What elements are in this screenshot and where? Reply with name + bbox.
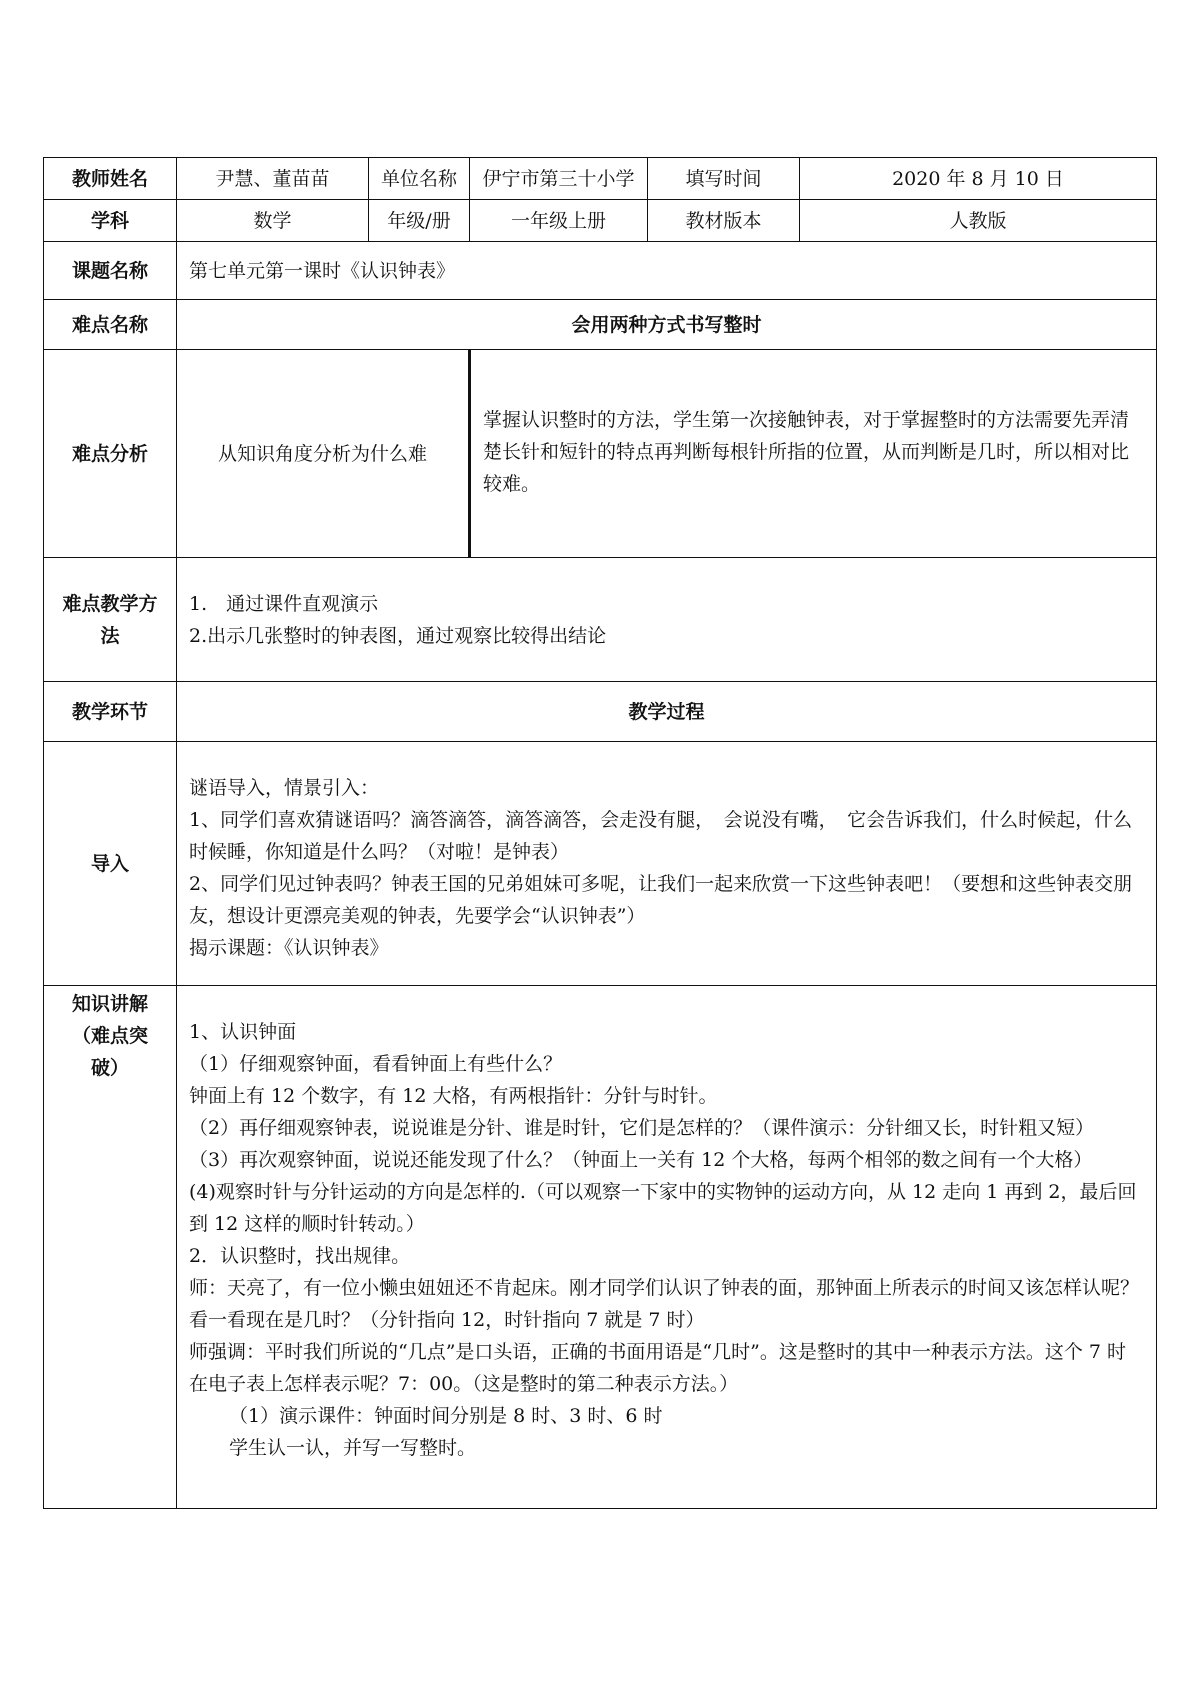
header-row-1 (44, 158, 1157, 200)
knowledge-line: （1）仔细观察钟面，看看钟面上有些什么？ (189, 1053, 563, 1075)
topic-value: 第七单元第一课时《认识钟表》 (177, 242, 1157, 300)
topic-row (44, 242, 1157, 300)
intro-cell (177, 742, 1157, 986)
intro-row (44, 742, 1157, 986)
grade-label: 年级/册 (369, 200, 470, 242)
process-header-row (44, 682, 1157, 742)
unit-label: 单位名称 (369, 158, 470, 200)
lesson-plan-table (43, 157, 1157, 1509)
knowledge-cell (177, 986, 1157, 1509)
method-row (44, 558, 1157, 682)
process-label: 教学过程 (177, 682, 1157, 742)
intro-line: 谜语导入，情景引入： (189, 777, 380, 799)
intro-label: 导入 (44, 742, 177, 986)
knowledge-line: 2．认识整时，找出规律。 (189, 1245, 411, 1267)
method-label: 难点教学方法 (44, 558, 177, 682)
intro-line: 2、同学们见过钟表吗？钟表王国的兄弟姐妹可多呢，让我们一起来欣赏一下这些钟表吧！（要想和这些钟表交朋友，想设计更漂亮美观的钟表，先要学会“认识钟表”） (189, 873, 1133, 927)
knowledge-line: 1、认识钟面 (189, 1021, 297, 1043)
intro-line: 1、同学们喜欢猜谜语吗？滴答滴答，滴答滴答，会走没有腿， 会说没有嘴， 它会告诉我们，什么时候起，什么时候睡，你知道是什么吗？（对啦！是钟表） (189, 809, 1133, 863)
unit-value: 伊宁市第三十小学 (470, 158, 648, 200)
knowledge-line: 钟面上有 12 个数字，有 12 大格，有两根指针：分针与时针。 (189, 1085, 718, 1107)
grade-value: 一年级上册 (470, 200, 648, 242)
knowledge-line: 师强调：平时我们所说的“几点”是口头语，正确的书面用语是“几时”。这是整时的其中一种表示方法。这个 7 时在电子表上怎样表示呢？7：00。（这是整时的第二种表示方法。） (189, 1341, 1127, 1395)
date-value: 2020 年 8 月 10 日 (800, 158, 1157, 200)
method-cell (177, 558, 1157, 682)
edition-label: 教材版本 (648, 200, 800, 242)
method-item: 2.出示几张整时的钟表图，通过观察比较得出结论 (189, 624, 607, 647)
analysis-text: 掌握认识整时的方法，学生第一次接触钟表，对于掌握整时的方法需要先弄清楚长针和短针的特点再判断每根针所指的位置，从而判断是几时，所以相对比较难。 (483, 409, 1130, 495)
knowledge-line: （2）再仔细观察钟表，说说谁是分针、谁是时针，它们是怎样的？（课件演示：分针细又长，时针粗又短） (189, 1117, 1095, 1139)
header-row-2 (44, 200, 1157, 242)
edition-value: 人教版 (800, 200, 1157, 242)
intro-line: 揭示课题：《认识钟表》 (189, 937, 389, 959)
difficulty-row (44, 300, 1157, 350)
method-item: 1. 通过课件直观演示 (189, 592, 379, 615)
analysis-label: 难点分析 (44, 350, 177, 558)
knowledge-indented-line: （1）演示课件：钟面时间分别是 8 时、3 时、6 时 (229, 1405, 663, 1427)
topic-label: 课题名称 (44, 242, 177, 300)
knowledge-indented-line: 学生认一认，并写一写整时。 (229, 1437, 477, 1459)
analysis-row (44, 350, 1157, 558)
knowledge-row (44, 986, 1157, 1509)
date-label: 填写时间 (648, 158, 800, 200)
teacher-value: 尹慧、董苗苗 (177, 158, 369, 200)
stage-label: 教学环节 (44, 682, 177, 742)
subject-value: 数学 (177, 200, 369, 242)
difficulty-value: 会用两种方式书写整时 (177, 300, 1157, 350)
subject-label: 学科 (44, 200, 177, 242)
knowledge-line: 师：天亮了，有一位小懒虫妞妞还不肯起床。刚才同学们认识了钟表的面，那钟面上所表示的时间又该怎样认呢？看一看现在是几时？（分针指向 12，时针指向 7 就是 7 时） (189, 1277, 1140, 1331)
teacher-label: 教师姓名 (44, 158, 177, 200)
analysis-sub-label-cell (177, 350, 470, 558)
analysis-sub-label: 从知识角度分析为什么难 (217, 442, 427, 465)
knowledge-line: (4)观察时针与分针运动的方向是怎样的.（可以观察一下家中的实物钟的运动方向，从 12 走向 1 再到 2，最后回到 12 这样的顺时针转动。） (189, 1181, 1137, 1235)
analysis-text-cell (470, 350, 1157, 558)
knowledge-label: 知识讲解（难点突破） (44, 986, 177, 1509)
difficulty-label: 难点名称 (44, 300, 177, 350)
knowledge-line: （3）再次观察钟面，说说还能发现了什么？（钟面上一关有 12 个大格，每两个相邻的数之间有一个大格） (189, 1149, 1093, 1171)
